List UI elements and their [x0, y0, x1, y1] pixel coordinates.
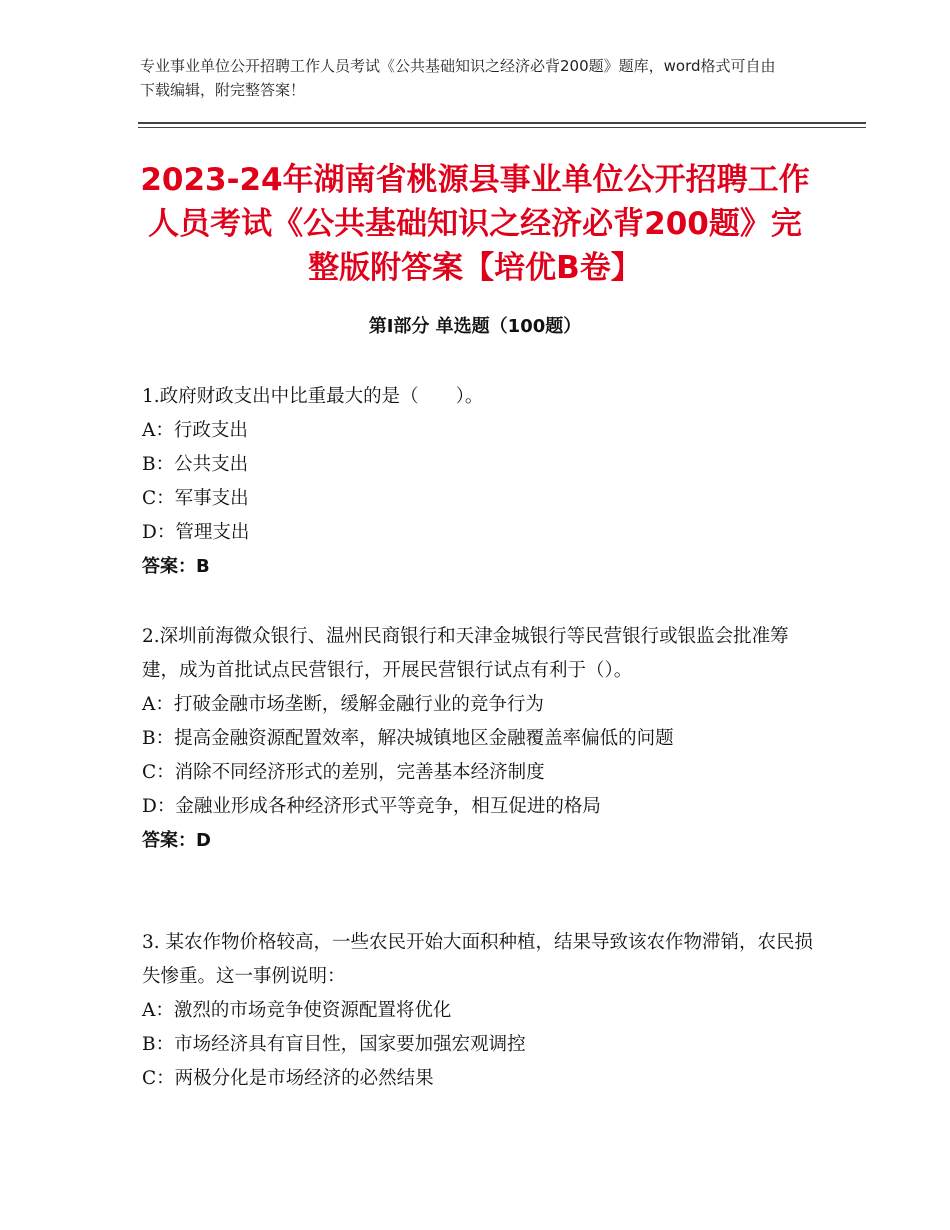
option-c: C：军事支出 [142, 488, 249, 509]
option-d: D：金融业形成各种经济形式平等竞争，相互促进的格局 [142, 796, 601, 817]
question-stem: 3. 某农作物价格较高，一些农民开始大面积种植，结果导致该农作物滞销，农民损失惨重。这一事例说明： [142, 932, 814, 987]
question-stem: 1.政府财政支出中比重最大的是（ ）。 [142, 386, 484, 407]
option-a: A：打破金融市场垄断，缓解金融行业的竞争行为 [142, 694, 544, 715]
question-stem: 2.深圳前海微众银行、温州民商银行和天津金城银行等民营银行或银监会批准筹建，成为首批试点民营银行，开展民营银行试点有利于（）。 [142, 626, 789, 681]
option-a: A：行政支出 [142, 420, 248, 441]
option-d: D：管理支出 [142, 522, 250, 543]
option-b: B：市场经济具有盲目性，国家要加强宏观调控 [142, 1034, 526, 1055]
question-1 [142, 380, 822, 584]
answer: 答案：B [142, 556, 210, 577]
header-rule-thick [138, 122, 866, 124]
question-2 [142, 620, 822, 858]
header-rule-thin [138, 127, 866, 128]
option-b: B：提高金融资源配置效率，解决城镇地区金融覆盖率偏低的问题 [142, 728, 674, 749]
answer: 答案：D [142, 830, 211, 851]
question-3 [142, 926, 822, 1096]
section-title: 第Ⅰ部分 单选题（100题） [368, 316, 582, 337]
option-c: C：两极分化是市场经济的必然结果 [142, 1068, 434, 1089]
option-b: B：公共支出 [142, 454, 249, 475]
header-note: 专业事业单位公开招聘工作人员考试《公共基础知识之经济必背200题》题库，word格式可自由下载编辑，附完整答案！ [140, 57, 776, 99]
option-a: A：激烈的市场竞争使资源配置将优化 [142, 1000, 452, 1021]
option-c: C：消除不同经济形式的差别，完善基本经济制度 [142, 762, 545, 783]
document-title: 2023-24年湖南省桃源县事业单位公开招聘工作人员考试《公共基础知识之经济必背200题》完整版附答案【培优B卷】 [140, 162, 810, 286]
